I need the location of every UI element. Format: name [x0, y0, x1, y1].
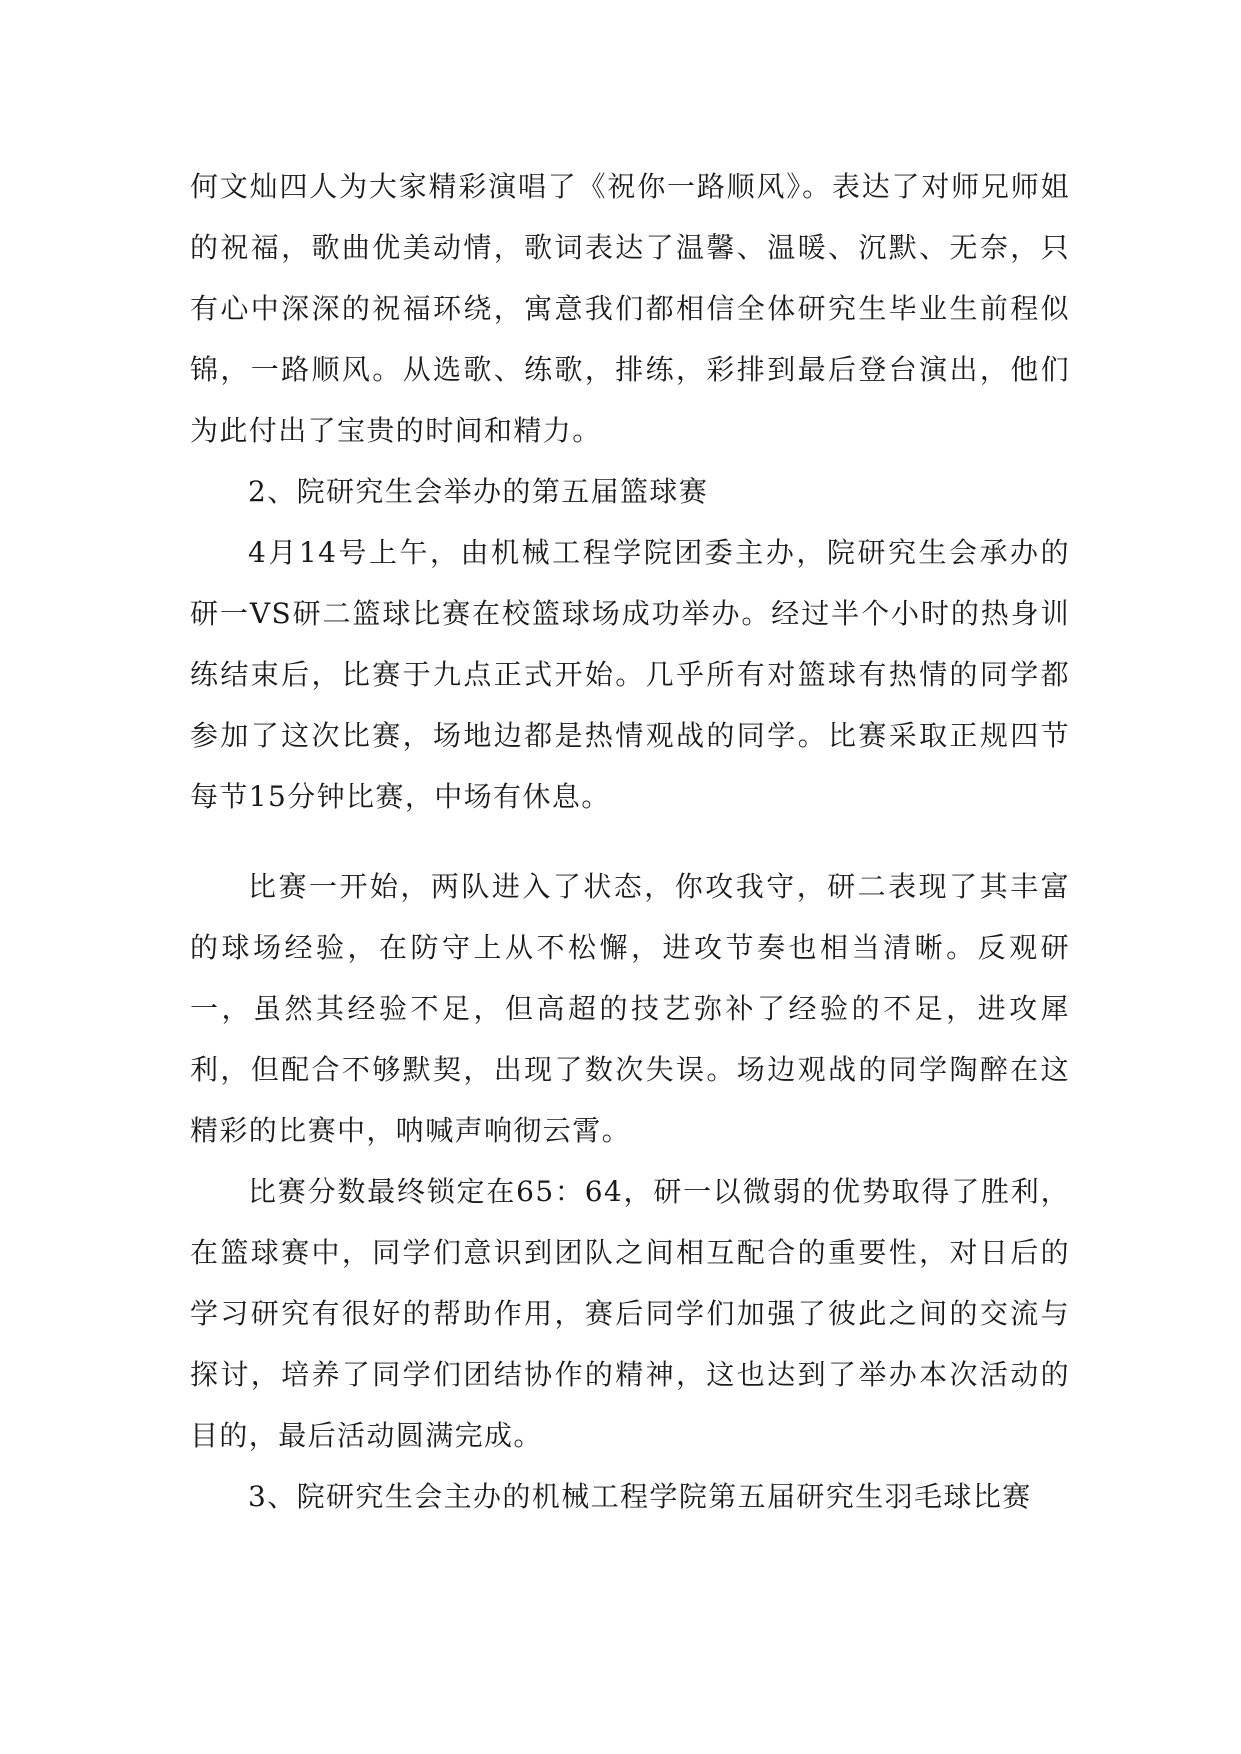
section-heading-badminton: 3、院研究生会主办的机械工程学院第五届研究生羽毛球比赛 — [248, 1480, 1032, 1513]
section-heading-basketball: 2、院研究生会举办的第五届篮球赛 — [248, 475, 709, 508]
document-body — [190, 156, 1070, 1527]
paragraph-basketball-match: 比赛一开始，两队进入了状态，你攻我守，研二表现了其丰富的球场经验，在防守上从不松懈，进攻节奏也相当清晰。反观研一，虽然其经验不足，但高超的技艺弥补了经验的不足，进攻犀利，但配合不够默契，出现了数次失误。场边观战的同学陶醉在这精彩的比赛中，呐喊声响彻云霄。 — [190, 870, 1070, 1147]
paragraph-basketball-result: 比赛分数最终锁定在65：64，研一以微弱的优势取得了胜利，在篮球赛中，同学们意识到团队之间相互配合的重要性，对日后的学习研究有很好的帮助作用，赛后同学们加强了彼此之间的交流与探讨，培养了同学们团结协作的精神，这也达到了举办本次活动的目的，最后活动圆满完成。 — [190, 1175, 1070, 1452]
paragraph-basketball-intro: 4月14号上午，由机械工程学院团委主办，院研究生会承办的研一VS研二篮球比赛在校篮球场成功举办。经过半个小时的热身训练结束后，比赛于九点正式开始。几乎所有对篮球有热情的同学都参加了这次比赛，场地边都是热情观战的同学。比赛采取正规四节每节15分钟比赛，中场有休息。 — [190, 536, 1070, 813]
paragraph-song-performance: 何文灿四人为大家精彩演唱了《祝你一路顺风》。表达了对师兄师姐的祝福，歌曲优美动情，歌词表达了温馨、温暖、沉默、无奈，只有心中深深的祝福环绕，寓意我们都相信全体研究生毕业生前程似锦，一路顺风。从选歌、练歌，排练，彩排到最后登台演出，他们为此付出了宝贵的时间和精力。 — [190, 170, 1070, 447]
